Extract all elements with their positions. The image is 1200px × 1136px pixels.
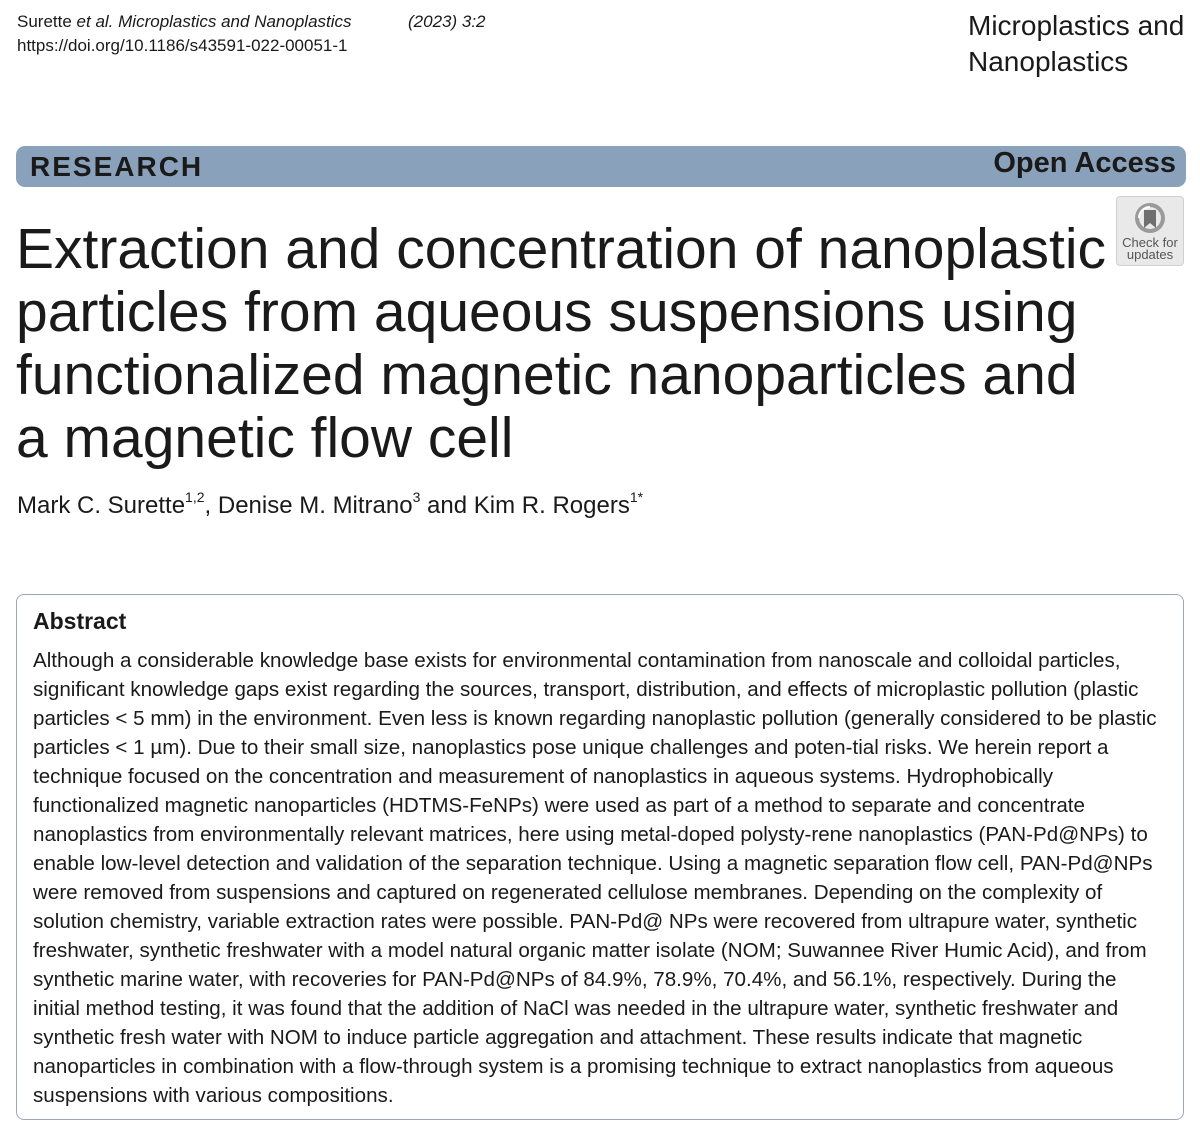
abstract-body: Although a considerable knowledge base exists for environmental contamination from nanoscale and colloidal particles, significant knowledge gaps exist regarding the sources, transport, distribution, and effects of microplastic pollution (plastic particles < 5 mm) in the environment. Even less is known regarding nanoplastic pollution (generally considered to be plastic particles < 1 µm). Due to their small size, nanoplastics pose unique challenges and poten-tial risks. We herein report a technique focused on the concentration and measurement of nanoplastics in aqueous systems. Hydrophobically functionalized magnetic nanoparticles (HDTMS-FeNPs) were used as part of a method to separate and concentrate nanoplastics from environmentally relevant matrices, here using metal-doped polysty-rene nanoplastics (PAN-Pd@NPs) to enable low-level detection and validation of the separation technique. Using a magnetic separation flow cell, PAN-Pd@NPs were removed from suspensions and captured on regenerated cellulose membranes. Depending on the complexity of solution chemistry, variable extraction rates were possible. PAN-Pd@ NPs were recovered from ultrapure water, synthetic freshwater, synthetic freshwater with a model natural organic matter isolate (NOM; Suwannee River Humic Acid), and from synthetic marine water, with recoveries for PAN-Pd@NPs of 84.9%, 78.9%, 70.4%, and 56.1%, respectively. During the initial method testing, it was found that the addition of NaCl was needed in the ultrapure water, synthetic freshwater and synthetic fresh water with NOM to induce particle aggregation and attachment. These results indicate that magnetic nanoparticles in combination with a flow-through system is a promising technique to extract nanoplastics from aqueous suspensions with various compositions.	[33, 649, 1157, 1107]
article-title: Extraction and concentration of nanoplastic particles from aqueous suspensions using functionalized magnetic nanoparticles and a magnetic flow cell	[16, 217, 1107, 470]
check-updates-label: Check for updates	[1122, 235, 1178, 262]
author-affiliation: 1,2	[185, 489, 205, 505]
author-list	[17, 490, 643, 522]
doi-link[interactable]: https://doi.org/10.1186/s43591-022-00051-1	[17, 36, 348, 55]
abstract-heading: Abstract	[33, 608, 127, 634]
abstract-box	[16, 594, 1184, 1120]
author-separator: and	[420, 492, 474, 519]
citation-header	[17, 10, 486, 58]
author-affiliation: 1*	[629, 489, 644, 505]
author-separator: ,	[204, 492, 218, 519]
citation-journal: Microplastics and Nanoplastics	[118, 12, 352, 31]
section-label: RESEARCH	[30, 151, 204, 182]
check-updates-icon	[1133, 201, 1167, 235]
open-access-label: Open Access	[993, 147, 1176, 179]
citation-authors: Surette	[17, 12, 77, 31]
author-affiliation: 3	[412, 489, 421, 505]
citation-et-al: et al.	[76, 12, 114, 31]
citation-line	[17, 10, 352, 34]
author-name[interactable]: Kim R. Rogers	[473, 492, 630, 519]
citation-volume: (2023) 3:2	[408, 12, 486, 31]
journal-name: Microplastics and Nanoplastics	[968, 10, 1185, 77]
author-name[interactable]: Mark C. Surette	[17, 492, 186, 519]
check-for-updates-badge[interactable]	[1116, 196, 1184, 266]
author-name[interactable]: Denise M. Mitrano	[217, 492, 413, 519]
section-banner	[16, 146, 1186, 187]
